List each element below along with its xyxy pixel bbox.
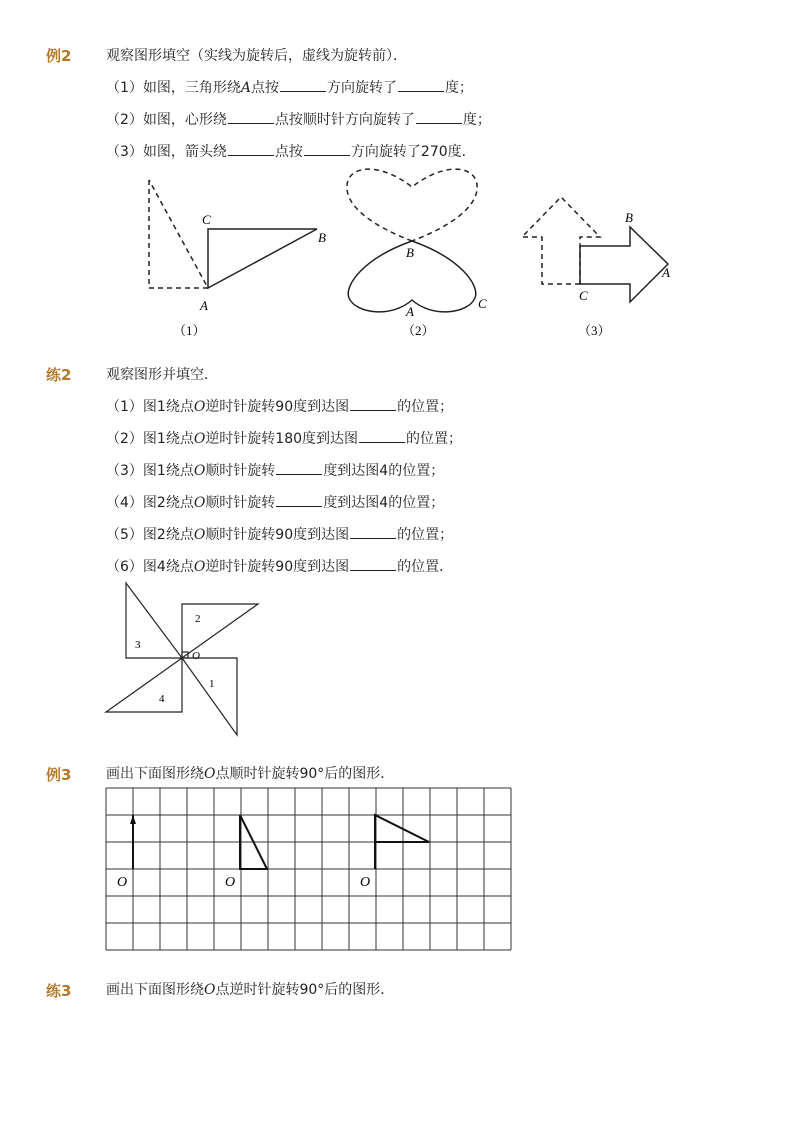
grid-label-o-1: O xyxy=(117,875,128,890)
q2-text-c: 度； xyxy=(462,112,491,128)
pr3-text-a: 画出下面图形绕 xyxy=(106,982,204,998)
practice-2-intro: 观察图形并填空． xyxy=(106,367,218,383)
pinwheel-label-o: O xyxy=(192,650,200,662)
p2-i1-c: 的位置； xyxy=(397,399,454,415)
pinwheel-label-2: 2 xyxy=(195,613,201,625)
p2-i6-a: （6）图4绕点 xyxy=(106,559,194,575)
example-2-label: 例2 xyxy=(46,47,72,65)
p2-i3-c: 度到达图4的位置； xyxy=(323,463,445,479)
fig2-label-b: B xyxy=(406,245,414,260)
pr3-text-b: 点逆时针旋转90°后的图形． xyxy=(215,982,395,998)
q1-text-c: 方向旋转了 xyxy=(327,80,398,96)
p2-i5-o: O xyxy=(193,527,206,543)
p2-i3-b: 顺时针旋转 xyxy=(205,463,276,479)
fig3-caption: （3） xyxy=(578,323,611,338)
grid-lines xyxy=(106,788,511,950)
pinwheel-label-3: 3 xyxy=(135,639,141,651)
p2-i6-c: 的位置． xyxy=(397,559,454,575)
fig2-caption: （2） xyxy=(402,323,435,338)
ex3-o: O xyxy=(204,766,216,782)
practice-2-label: 练2 xyxy=(46,366,72,384)
p2-i3-o: O xyxy=(193,463,206,479)
fig3-label-c: C xyxy=(579,288,588,303)
q1-text-d: 度； xyxy=(445,80,474,96)
fig2-label-a: A xyxy=(406,304,414,319)
fig3-label-b: B xyxy=(625,210,633,225)
example-2-intro: 观察图形填空（实线为旋转后，虚线为旋转前）． xyxy=(106,48,407,64)
practice-3-label: 练3 xyxy=(46,982,72,1000)
ex3-text-b: 点顺时针旋转90°后的图形． xyxy=(215,766,395,782)
shape-1-arrowhead xyxy=(130,815,136,824)
q3-text-c: 方向旋转了270度． xyxy=(350,144,476,160)
q2-text-a: （2）如图，心形绕 xyxy=(106,112,227,128)
fig1-label-b: B xyxy=(318,230,326,245)
p2-i4-b: 顺时针旋转 xyxy=(205,495,276,511)
fig2-label-c: C xyxy=(478,296,487,311)
pinwheel-label-1: 1 xyxy=(209,678,215,690)
example-3-label: 例3 xyxy=(46,766,72,784)
pr3-o: O xyxy=(204,982,216,998)
p2-i6-b: 逆时针旋转90度到达图 xyxy=(205,559,350,575)
p2-i4-o: O xyxy=(193,495,206,511)
p2-i5-c: 的位置； xyxy=(397,527,454,543)
grid-label-o-3: O xyxy=(360,875,371,890)
p2-i1-a: （1）图1绕点 xyxy=(106,399,194,415)
q1-var: A xyxy=(240,80,252,96)
p2-i2-b: 逆时针旋转180度到达图 xyxy=(205,431,359,447)
p2-i2-c: 的位置； xyxy=(406,431,463,447)
q2-text-b: 点按顺时针方向旋转了 xyxy=(274,112,415,128)
p2-i2-o: O xyxy=(193,431,206,447)
q1-text-a: （1）如图，三角形绕 xyxy=(106,80,241,96)
fig1-caption: （1） xyxy=(173,323,206,338)
shape-3-flag xyxy=(375,815,429,869)
p2-i1-b: 逆时针旋转90度到达图 xyxy=(205,399,350,415)
fig1-label-a: A xyxy=(200,298,208,313)
q3-text-a: （3）如图，箭头绕 xyxy=(106,144,227,160)
q3-text-b: 点按 xyxy=(274,144,303,160)
pinwheel-label-4: 4 xyxy=(159,693,165,705)
p2-i2-a: （2）图1绕点 xyxy=(106,431,194,447)
practice-3-text xyxy=(106,981,394,999)
p2-i4-a: （4）图2绕点 xyxy=(106,495,194,511)
fig3-label-a: A xyxy=(662,265,670,280)
p2-i6-o: O xyxy=(193,559,206,575)
p2-i5-a: （5）图2绕点 xyxy=(106,527,194,543)
ex3-text-a: 画出下面图形绕 xyxy=(106,766,204,782)
q1-text-b: 点按 xyxy=(251,80,280,96)
fig1-label-c: C xyxy=(202,212,211,227)
grid-label-o-2: O xyxy=(225,875,236,890)
p2-i1-o: O xyxy=(193,399,206,415)
p2-i4-c: 度到达图4的位置； xyxy=(323,495,445,511)
p2-i3-a: （3）图1绕点 xyxy=(106,463,194,479)
p2-i5-b: 顺时针旋转90度到达图 xyxy=(205,527,350,543)
